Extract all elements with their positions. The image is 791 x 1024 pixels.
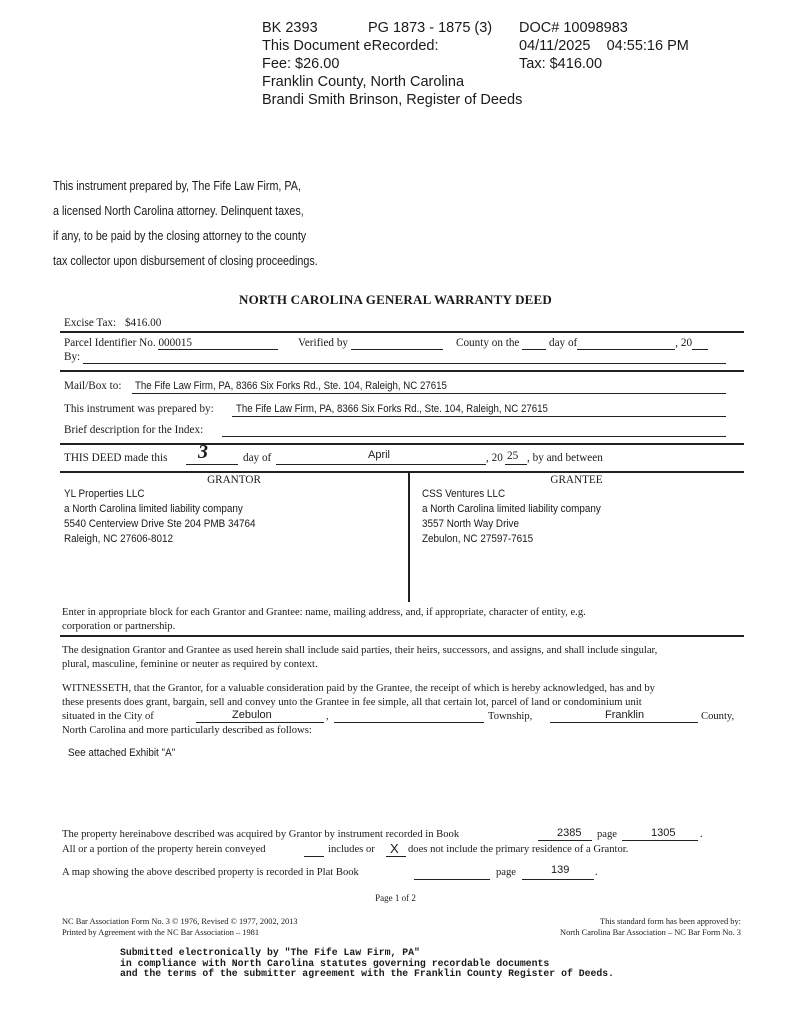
grantee-city: Zebulon, NC 27597-7615 (422, 533, 534, 545)
witnesseth-line: WITNESSETH, that the Grantor, for a valuable consideration paid by the Grantee, the receipt of which is hereby acknowledged, has and by (62, 683, 655, 694)
grantor-grantee-divider (408, 472, 410, 602)
city-underline (196, 722, 324, 723)
enter-note (62, 606, 586, 634)
year-blank (692, 337, 708, 350)
by-blank (83, 363, 726, 364)
prepared-note-line: a licensed North Carolina attorney. Delinquent taxes, (53, 204, 304, 218)
book-underline (538, 840, 592, 841)
prepared-by-label: This instrument was prepared by: (64, 403, 214, 415)
divider (60, 471, 744, 473)
deed-year-prefix: , 20 (486, 452, 503, 464)
submission-line: Submitted electronically by "The Fife Law Firm, PA" (120, 948, 420, 959)
grantee-name: CSS Ventures LLC (422, 488, 506, 500)
document-number: DOC# 10098983 (519, 20, 628, 36)
exhibit-reference: See attached Exhibit "A" (68, 747, 176, 759)
acquired-book: 2385 (557, 827, 582, 839)
by-label: By: (64, 351, 81, 363)
page-underline (622, 840, 698, 841)
nc-line: North Carolina and more particularly described as follows: (62, 725, 312, 736)
residence-suffix: does not include the primary residence of a Grantor. (408, 844, 629, 855)
grantee-address: 3557 North Way Drive (422, 518, 520, 530)
divider (60, 635, 744, 637)
footer-right (560, 916, 741, 938)
county-on-label: County on the (456, 337, 520, 349)
submission-line: in compliance with North Carolina statutes governing recordable documents (120, 958, 550, 970)
deed-year: 25 (507, 450, 519, 462)
parcel-row (64, 337, 278, 350)
excise-tax-label: Excise Tax: (64, 317, 117, 329)
county-underline (550, 722, 698, 723)
recording-fee: Fee: $26.00 (262, 56, 340, 72)
grantor-heading: GRANTOR (207, 474, 261, 486)
recorded-datetime: 04/11/2025 04:55:16 PM (519, 38, 689, 54)
grantee-block (422, 487, 601, 547)
recording-tax: Tax: $416.00 (519, 56, 603, 72)
grantor-block (64, 487, 256, 547)
plat-page: 139 (551, 864, 570, 876)
footer-left (62, 916, 298, 938)
verified-blank (351, 337, 443, 350)
prepared-by-value: The Fife Law Firm, PA, 8366 Six Forks Rd., Ste. 104, Raleigh, NC 27615 (236, 403, 548, 415)
divider (60, 370, 744, 372)
grantor-name: YL Properties LLC (64, 488, 145, 500)
year-prefix: , 20 (675, 337, 693, 349)
brief-description-blank (222, 436, 726, 437)
acquired-page-label: page (597, 829, 617, 840)
enter-note-line: corporation or partnership. (62, 621, 176, 632)
prepared-note-line: if any, to be paid by the closing attorney to the county (53, 229, 307, 243)
plat-prefix: A map showing the above described property is recorded in Plat Book (62, 867, 359, 878)
prepared-note-line: This instrument prepared by, The Fife Law Firm, PA, (53, 179, 301, 193)
situated-prefix: situated in the City of (62, 711, 154, 722)
deed-month: April (368, 449, 391, 461)
deed-month-underline (276, 464, 486, 465)
comma: , (326, 711, 329, 722)
grantor-city: Raleigh, NC 27606-8012 (64, 533, 173, 545)
acquired-prefix: The property hereinabove described was acquired by Grantor by instrument recorded in Book (62, 829, 460, 840)
deed-day-of: day of (243, 452, 272, 464)
submission-line: and the terms of the submitter agreement with the Franklin County Register of Deeds. (120, 969, 615, 980)
book-number: BK 2393 (262, 20, 318, 36)
residence-prefix: All or a portion of the property herein conveyed (62, 844, 266, 855)
prepared-by-underline (232, 416, 726, 417)
township-label: Township, (488, 711, 533, 722)
residence-mark: X (390, 841, 399, 856)
witnesseth-paragraph (62, 682, 655, 710)
enter-note-line: Enter in appropriate block for each Grantor and Grantee: name, mailing address, and, if appropriate, character of entity, e.g. (62, 607, 586, 618)
mail-underline (132, 393, 726, 394)
deed-day-underline (186, 464, 238, 465)
county-day-blank (522, 337, 546, 350)
mail-row (64, 380, 122, 392)
page-number: Page 1 of 2 (375, 893, 416, 903)
prepared-note (53, 174, 318, 274)
plat-book-blank (414, 879, 490, 880)
designation-paragraph (62, 644, 657, 672)
submission-notice (120, 949, 614, 981)
period: . (595, 867, 598, 878)
grantee-heading: GRANTEE (550, 474, 603, 486)
erecorded-label: This Document eRecorded: (262, 38, 439, 54)
includes-label: includes or (328, 844, 375, 855)
page-range: PG 1873 - 1875 (3) (368, 20, 493, 36)
deed-made-prefix: THIS DEED made this (64, 452, 168, 464)
brief-description-label: Brief description for the Index: (64, 424, 204, 436)
divider (60, 331, 744, 333)
situated-city: Zebulon (232, 709, 272, 721)
verified-label: Verified by (298, 337, 349, 349)
mark-underline (386, 856, 406, 857)
parcel-value: 000015 (158, 337, 278, 350)
mail-label: Mail/Box to: (64, 380, 122, 392)
mail-value: The Fife Law Firm, PA, 8366 Six Forks Rd., Ste. 104, Raleigh, NC 27615 (135, 380, 447, 392)
acquired-page: 1305 (651, 827, 676, 839)
plat-page-label: page (496, 867, 516, 878)
verified-by (298, 337, 443, 350)
deed-day: 3 (198, 441, 208, 463)
situated-county: Franklin (605, 709, 645, 721)
designation-line: The designation Grantor and Grantee as used herein shall include said parties, their heirs, successors, and assigns, and shall include singular, (62, 645, 658, 656)
grantor-address: 5540 Centerview Drive Ste 204 PMB 34764 (64, 518, 256, 530)
deed-year-underline (505, 464, 527, 465)
recording-county: Franklin County, North Carolina (262, 74, 465, 90)
grantee-entity: a North Carolina limited liability company (422, 503, 601, 515)
includes-blank (304, 856, 324, 857)
footer-right-line: This standard form has been approved by: (600, 917, 741, 926)
grantor-entity: a North Carolina limited liability company (64, 503, 243, 515)
footer-right-line: North Carolina Bar Association – NC Bar Form No. 3 (560, 928, 741, 937)
prepared-note-line: tax collector upon disbursement of closing proceedings. (53, 254, 318, 268)
excise-tax (64, 317, 161, 329)
parcel-label: Parcel Identifier No. (64, 337, 156, 349)
excise-tax-value: $416.00 (124, 317, 162, 329)
register-of-deeds: Brandi Smith Brinson, Register of Deeds (262, 92, 523, 108)
day-of-label: day of (549, 337, 578, 349)
footer-left-line: NC Bar Association Form No. 3 © 1976, Revised © 1977, 2002, 2013 (62, 917, 298, 926)
footer-left-line: Printed by Agreement with the NC Bar Association – 1981 (62, 928, 260, 937)
plat-page-underline (522, 879, 594, 880)
township-blank (334, 722, 484, 723)
county-label: County, (701, 711, 735, 722)
divider (60, 443, 744, 445)
deed-title: NORTH CAROLINA GENERAL WARRANTY DEED (238, 292, 552, 307)
period: . (700, 829, 703, 840)
month-blank (577, 337, 675, 350)
deed-made-suffix: , by and between (527, 452, 603, 464)
county-on-the (456, 337, 708, 350)
designation-line: plural, masculine, feminine or neuter as required by context. (62, 659, 318, 670)
witnesseth-line: these presents does grant, bargain, sell and convey unto the Grantee in fee simple, all that certain lot, parcel of land or condominium unit (62, 697, 642, 708)
